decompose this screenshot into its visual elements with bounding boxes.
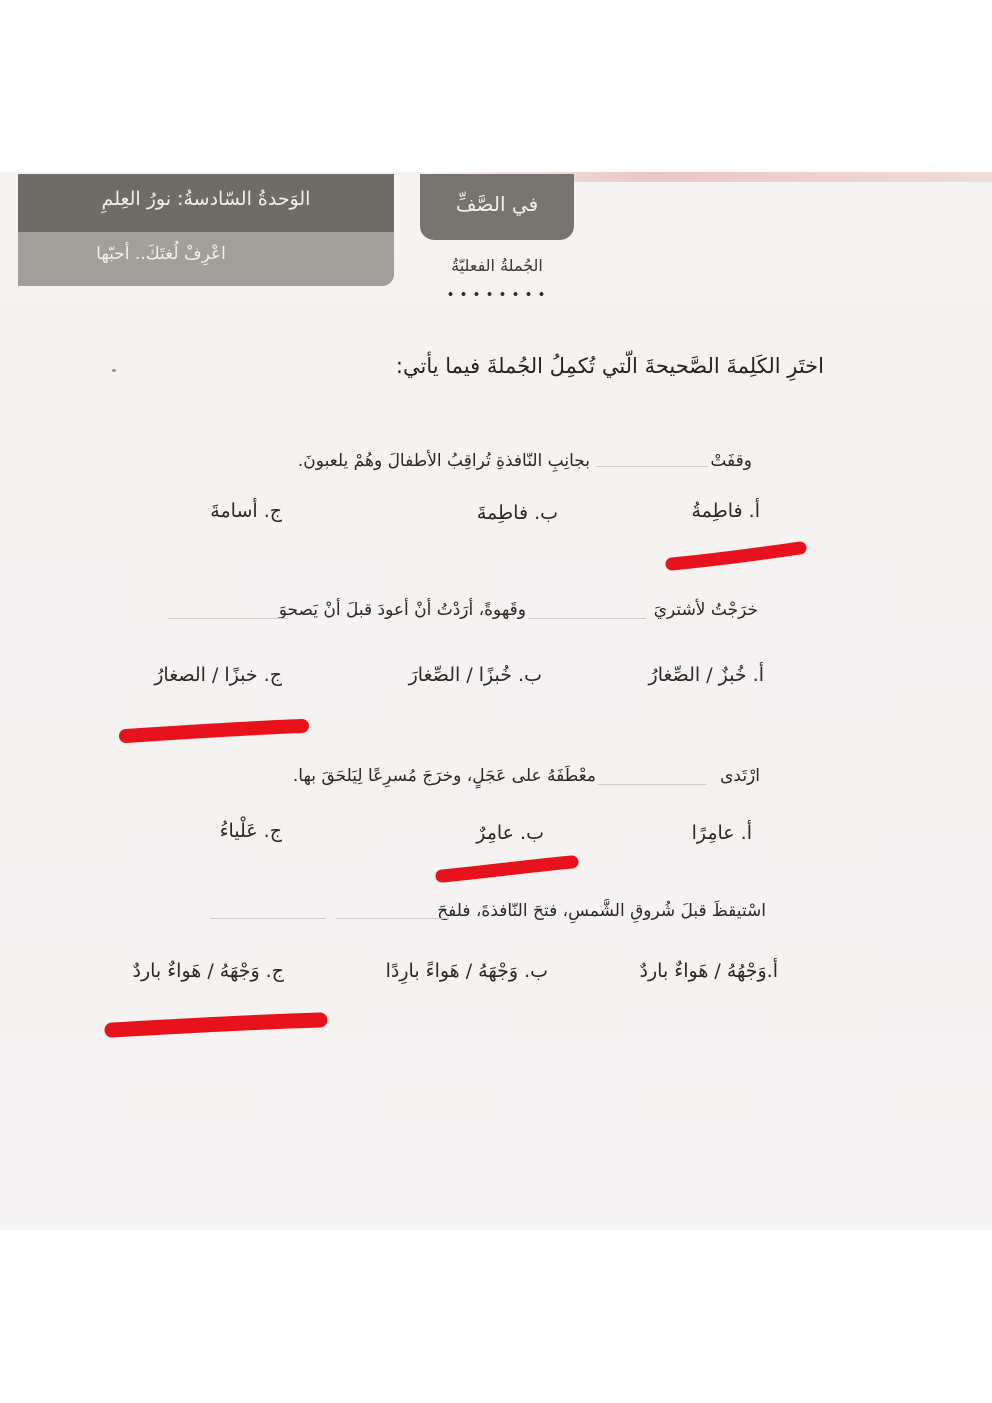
unit-title: الوَحدةُ السّادسةُ: نورُ العِلمِ <box>101 188 311 210</box>
question-2-middle: وقَهوةً، أرَدْتُ أنْ أعودَ قبلَ أنْ يَصحوَ <box>278 600 526 620</box>
question-3-end: معْطَفَهُ على عَجَلٍ، وخرَجَ مُسرِعًا لِيَلحَقَ بها. <box>292 766 596 786</box>
question-3-option-b: ب. عامِرٌ <box>476 822 544 844</box>
question-1-end: بجانِبِ النّافذةِ تُراقِبُ الأطفالَ وهُمْ يلعبونَ. <box>297 451 590 471</box>
question-4-option-b: ب. وَجْهَهُ / هَواءً بارِدًا <box>385 960 548 982</box>
question-1-option-b: ب. فاطِمةَ <box>476 502 558 524</box>
question-3-option-a: أ. عامِرًا <box>691 822 752 844</box>
scan-speck <box>112 369 116 372</box>
question-2-blank-2 <box>168 618 288 619</box>
question-1-start: وقفَتْ <box>710 451 752 471</box>
class-tab-label: في الصَّفِّ <box>455 192 539 216</box>
question-4-option-a: أ.وَجْهُهُ / هَواءٌ باردٌ <box>639 960 778 982</box>
question-3-blank <box>598 784 706 785</box>
exercise-instruction: اختَرِ الكَلِمةَ الصَّحيحةَ الّتي تُكمِلُ الجُملةَ فيما يأتي: <box>395 354 824 378</box>
question-1-option-a: أ. فاطِمةُ <box>691 500 760 522</box>
answer-mark-3 <box>434 852 582 888</box>
question-2-option-a: أ. خُبزٌ / الصِّغارُ <box>648 664 764 686</box>
question-4-start: اسْتيقظَ قبلَ شُروقِ الشَّمسِ، فتحَ النّافذةَ، فلفحَ <box>437 901 766 921</box>
class-tab <box>420 174 574 240</box>
lesson-title-dots <box>444 292 548 296</box>
question-4-blank-2 <box>210 918 326 919</box>
question-2-start: خرَجْتُ لأشتريَ <box>653 600 758 620</box>
question-1-option-c: ج. أسامةَ <box>210 500 282 522</box>
question-2-option-b: ب. خُبزًا / الصِّغارَ <box>408 664 542 686</box>
answer-mark-1 <box>664 536 808 576</box>
worksheet-scan <box>0 172 992 1230</box>
lesson-title: الجُملةُ الفعليّةُ <box>451 256 543 275</box>
unit-header-box <box>18 174 394 286</box>
question-4-option-c: ج. وَجْهَهُ / هَواءٌ باردٌ <box>132 960 284 982</box>
question-3-start: ارْتَدى <box>720 766 760 786</box>
question-1-blank <box>596 466 708 467</box>
answer-mark-4 <box>102 1006 330 1044</box>
question-4-blank-1 <box>336 918 448 919</box>
question-2-blank-1 <box>528 618 646 619</box>
answer-mark-2 <box>116 708 312 748</box>
unit-subtitle: اعْرِفْ لُغتَكَ.. أحبّها <box>96 244 226 264</box>
question-2-option-c: ج. خبزًا / الصغارُ <box>154 664 282 686</box>
question-3-option-c: ج. عَلْياءُ <box>219 820 282 842</box>
